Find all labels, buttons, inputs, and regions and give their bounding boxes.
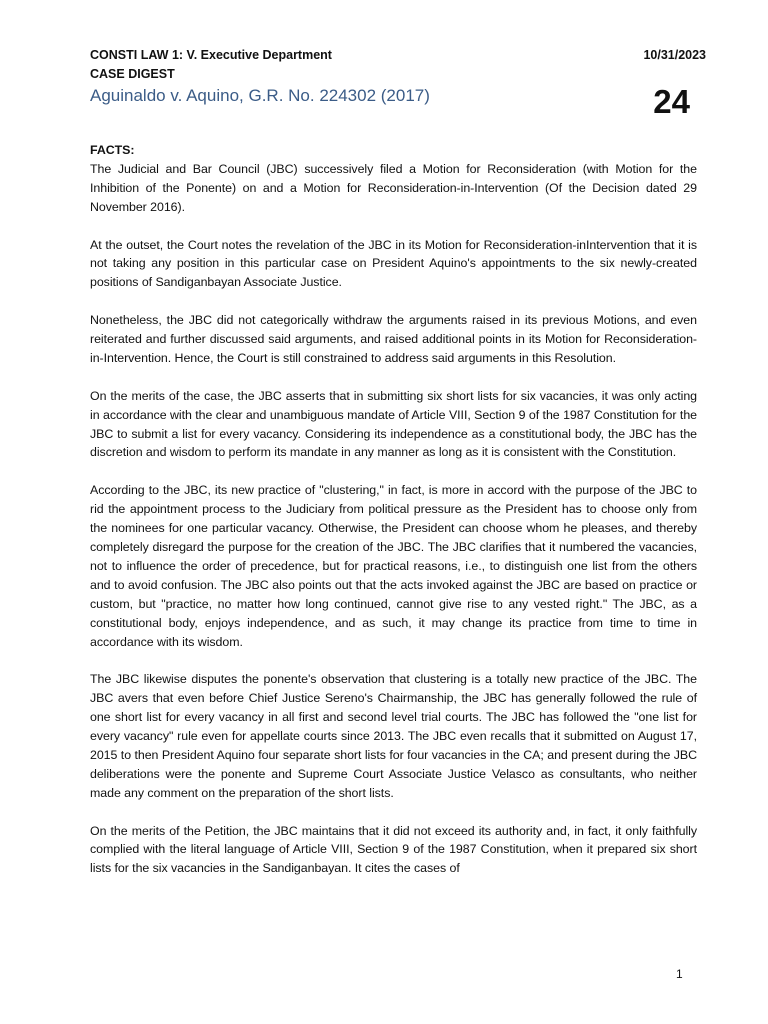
facts-paragraph: On the merits of the case, the JBC asserts that in submitting six short lists for six vacancies, it was only acting in accordance with the clear and unambiguous mandate of Article VIII, Section 9 of the 1987 Constitution for the JBC to submit a list for every vacancy. Considering its independence as a constitutional body, the JBC has the discretion and wisdom to perform its mandate in any manner as long as it is consistent with the Constitution. bbox=[90, 388, 697, 460]
facts-heading: FACTS: bbox=[90, 143, 135, 157]
facts-paragraph: The JBC likewise disputes the ponente's observation that clustering is a totally new practice of the JBC. The JBC avers that even before Chief Justice Sereno's Chairmanship, the JBC has generally followed the rule of one short list for every vacancy in all first and second level trial courts. The JBC has followed the "one list for every vacancy" rule even for appellate courts since 2013. The JBC even recalls that it submitted on August 17, 2015 to then President Aquino four separate short lists for four vacancies in the CA; and present during the JBC deliberations were the ponente and Supreme Court Associate Justice Velasco as consultants, who neither made any comment on the preparation of the short lists. bbox=[90, 672, 697, 800]
facts-paragraph: The Judicial and Bar Council (JBC) successively filed a Motion for Reconsideration (with Motion for the Inhibition of the Ponente) on and a Motion for Reconsideration-in-Intervention (Of the Decision dated 29 November 2016). bbox=[90, 161, 697, 214]
document-header bbox=[90, 46, 510, 108]
facts-paragraph: On the merits of the Petition, the JBC maintains that it did not exceed its authority and, in fact, it only faithfully complied with the literal language of Article VIII, Section 9 of the 1987 Constitution, when it prepared six short lists for the six vacancies in the Sandiganbayan. It cites the cases of bbox=[90, 823, 697, 876]
document-date: 10/31/2023 bbox=[643, 48, 706, 62]
facts-section bbox=[90, 141, 697, 878]
page-number: 1 bbox=[676, 967, 683, 981]
course-title: CONSTI LAW 1: V. Executive Department bbox=[90, 48, 332, 62]
facts-paragraph: According to the JBC, its new practice of "clustering," in fact, is more in accord with the purpose of the JBC to rid the appointment process to the Judiciary from political pressure as the President has to choose only from the nominees for one particular vacancy. Otherwise, the President can choose whom he pleases, and thereby completely disregard the purpose for the creation of the JBC. The JBC clarifies that it numbered the vacancies, not to influence the order of precedence, but for practical reasons, i.e., to distinguish one list from the others and to avoid confusion. The JBC also points out that the acts invoked against the JBC are based on practice or custom, but "practice, no matter how long continued, cannot give rise to any vested right." The JBC, as a constitutional body, enjoys independence, and as such, it may change its practice from time to time in accordance with its wisdom. bbox=[90, 483, 697, 649]
facts-paragraph: At the outset, the Court notes the revelation of the JBC in its Motion for Reconsideration-inIntervention that it is not taking any position in this particular case on President Aquino's appointments to the six newly-created positions of Sandiganbayan Associate Justice. bbox=[90, 237, 697, 290]
facts-paragraph: Nonetheless, the JBC did not categorically withdraw the arguments raised in its previous Motions, and even reiterated and further discussed said arguments, and raised additional points in its Motion for Reconsideration-in-Intervention. Hence, the Court is still constrained to address said arguments in this Resolution. bbox=[90, 313, 697, 365]
case-number: 24 bbox=[653, 83, 690, 120]
document-type-label: CASE DIGEST bbox=[90, 67, 175, 81]
case-title: Aguinaldo v. Aquino, G.R. No. 224302 (2017) bbox=[90, 86, 430, 105]
